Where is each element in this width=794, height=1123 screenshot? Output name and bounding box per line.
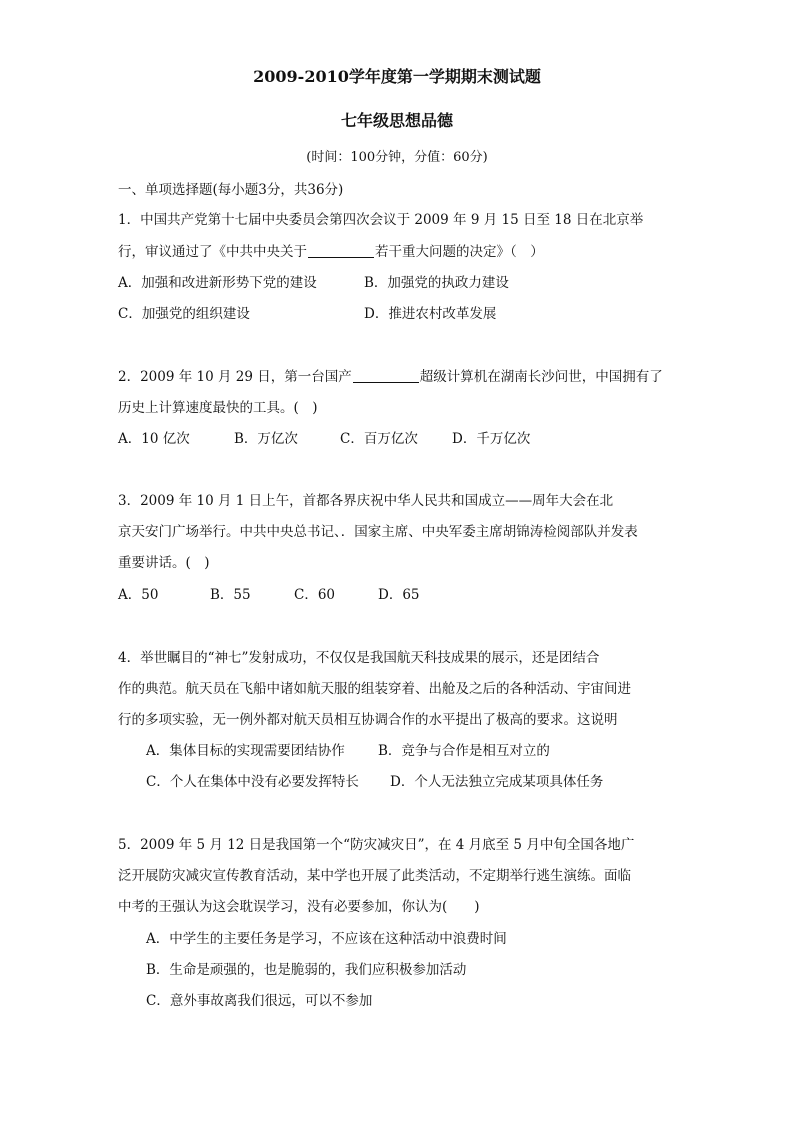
q2-line2: 历史上计算速度最快的工具。( ) <box>118 400 318 416</box>
q1-line2 <box>118 240 544 260</box>
q1-option-d: D．推进农村改革发展 <box>364 306 497 322</box>
q2-option-a: A．10 亿次 <box>118 431 190 447</box>
q3-line3: 重要讲话。( ) <box>118 555 210 571</box>
q4-option-a: A．集体目标的实现需要团结协作 <box>146 743 345 759</box>
q5-option-a: A．中学生的主要任务是学习，不应该在这种活动中浪费时间 <box>146 931 507 947</box>
q5-line1: 5．2009 年 5 月 12 日是我国第一个“防灾减灾日”，在 4 月底至 5 月中旬全国各地广 <box>118 837 635 853</box>
q5-line2: 泛开展防灾减灾宣传教育活动，某中学也开展了此类活动，不定期举行逃生演练。面临 <box>118 868 631 884</box>
q3-option-a: A．50 <box>118 587 159 603</box>
exam-subject: 七年级思想品德 <box>340 111 453 130</box>
q1-option-b: B．加强党的执政力建设 <box>364 275 509 291</box>
q1-option-a: A．加强和改进新形势下党的建设 <box>118 275 317 291</box>
q3-option-b: B．55 <box>210 587 251 603</box>
q2-option-c: C．百万亿次 <box>340 431 418 447</box>
q5-option-c: C．意外事故离我们很远，可以不参加 <box>146 993 373 1009</box>
q1-blank <box>308 244 374 259</box>
q4-option-c: C．个人在集体中没有必要发挥特长 <box>146 774 359 790</box>
q2-blank <box>353 369 419 384</box>
q4-option-b: B．竞争与合作是相互对立的 <box>378 743 550 759</box>
q2-option-d: D．千万亿次 <box>452 431 531 447</box>
q2-line1-end: 超级计算机在湖南长沙问世，中国拥有了 <box>419 369 663 385</box>
q4-line1: 4．举世瞩目的“神七”发射成功，不仅仅是我国航天科技成果的展示，还是团结合 <box>118 650 600 666</box>
q5-line3: 中考的王强认为这会耽误学习，没有必要参加，你认为( ) <box>118 899 480 915</box>
q3-line1: 3．2009 年 10 月 1 日上午，首都各界庆祝中华人民共和国成立——周年大会在北 <box>118 493 614 509</box>
section-heading: 一、单项选择题(每小题3分，共36分) <box>118 182 344 198</box>
q3-option-c: C．60 <box>294 587 336 603</box>
q1-line2-end: 若干重大问题的决定》（ ） <box>375 244 544 260</box>
q1-option-c: C．加强党的组织建设 <box>118 306 250 322</box>
q4-line3: 行的多项实验，无一例外都对航天员相互协调合作的水平提出了极高的要求。这说明 <box>118 712 618 728</box>
q3-line2: 京天安门广场举行。中共中央总书记、．国家主席、中央军委主席胡锦涛检阅部队并发表 <box>118 524 638 540</box>
q4-line2: 作的典范。航天员在飞船中诸如航天服的组装穿着、出舱及之后的各种活动、宇宙间进 <box>118 681 631 697</box>
exam-meta: (时间：100分钟，分值：60分) <box>306 150 488 165</box>
q4-option-d: D．个人无法独立完成某项具体任务 <box>390 774 604 790</box>
q1-line1: 1．中国共产党第十七届中央委员会第四次会议于 2009 年 9 月 15 日至 18 日在北京举 <box>118 212 644 228</box>
exam-title: 2009-2010学年度第一学期期末测试题 <box>253 67 541 86</box>
q3-option-d: D．65 <box>378 587 420 603</box>
q2-line1-start: 2．2009 年 10 月 29 日，第一台国产 <box>118 369 352 385</box>
q5-option-b: B．生命是顽强的，也是脆弱的，我们应积极参加活动 <box>146 962 467 978</box>
q2-option-b: B．万亿次 <box>234 431 298 447</box>
q2-line1 <box>118 365 663 385</box>
q1-line2-start: 行，审议通过了《中共中央关于 <box>118 244 307 260</box>
